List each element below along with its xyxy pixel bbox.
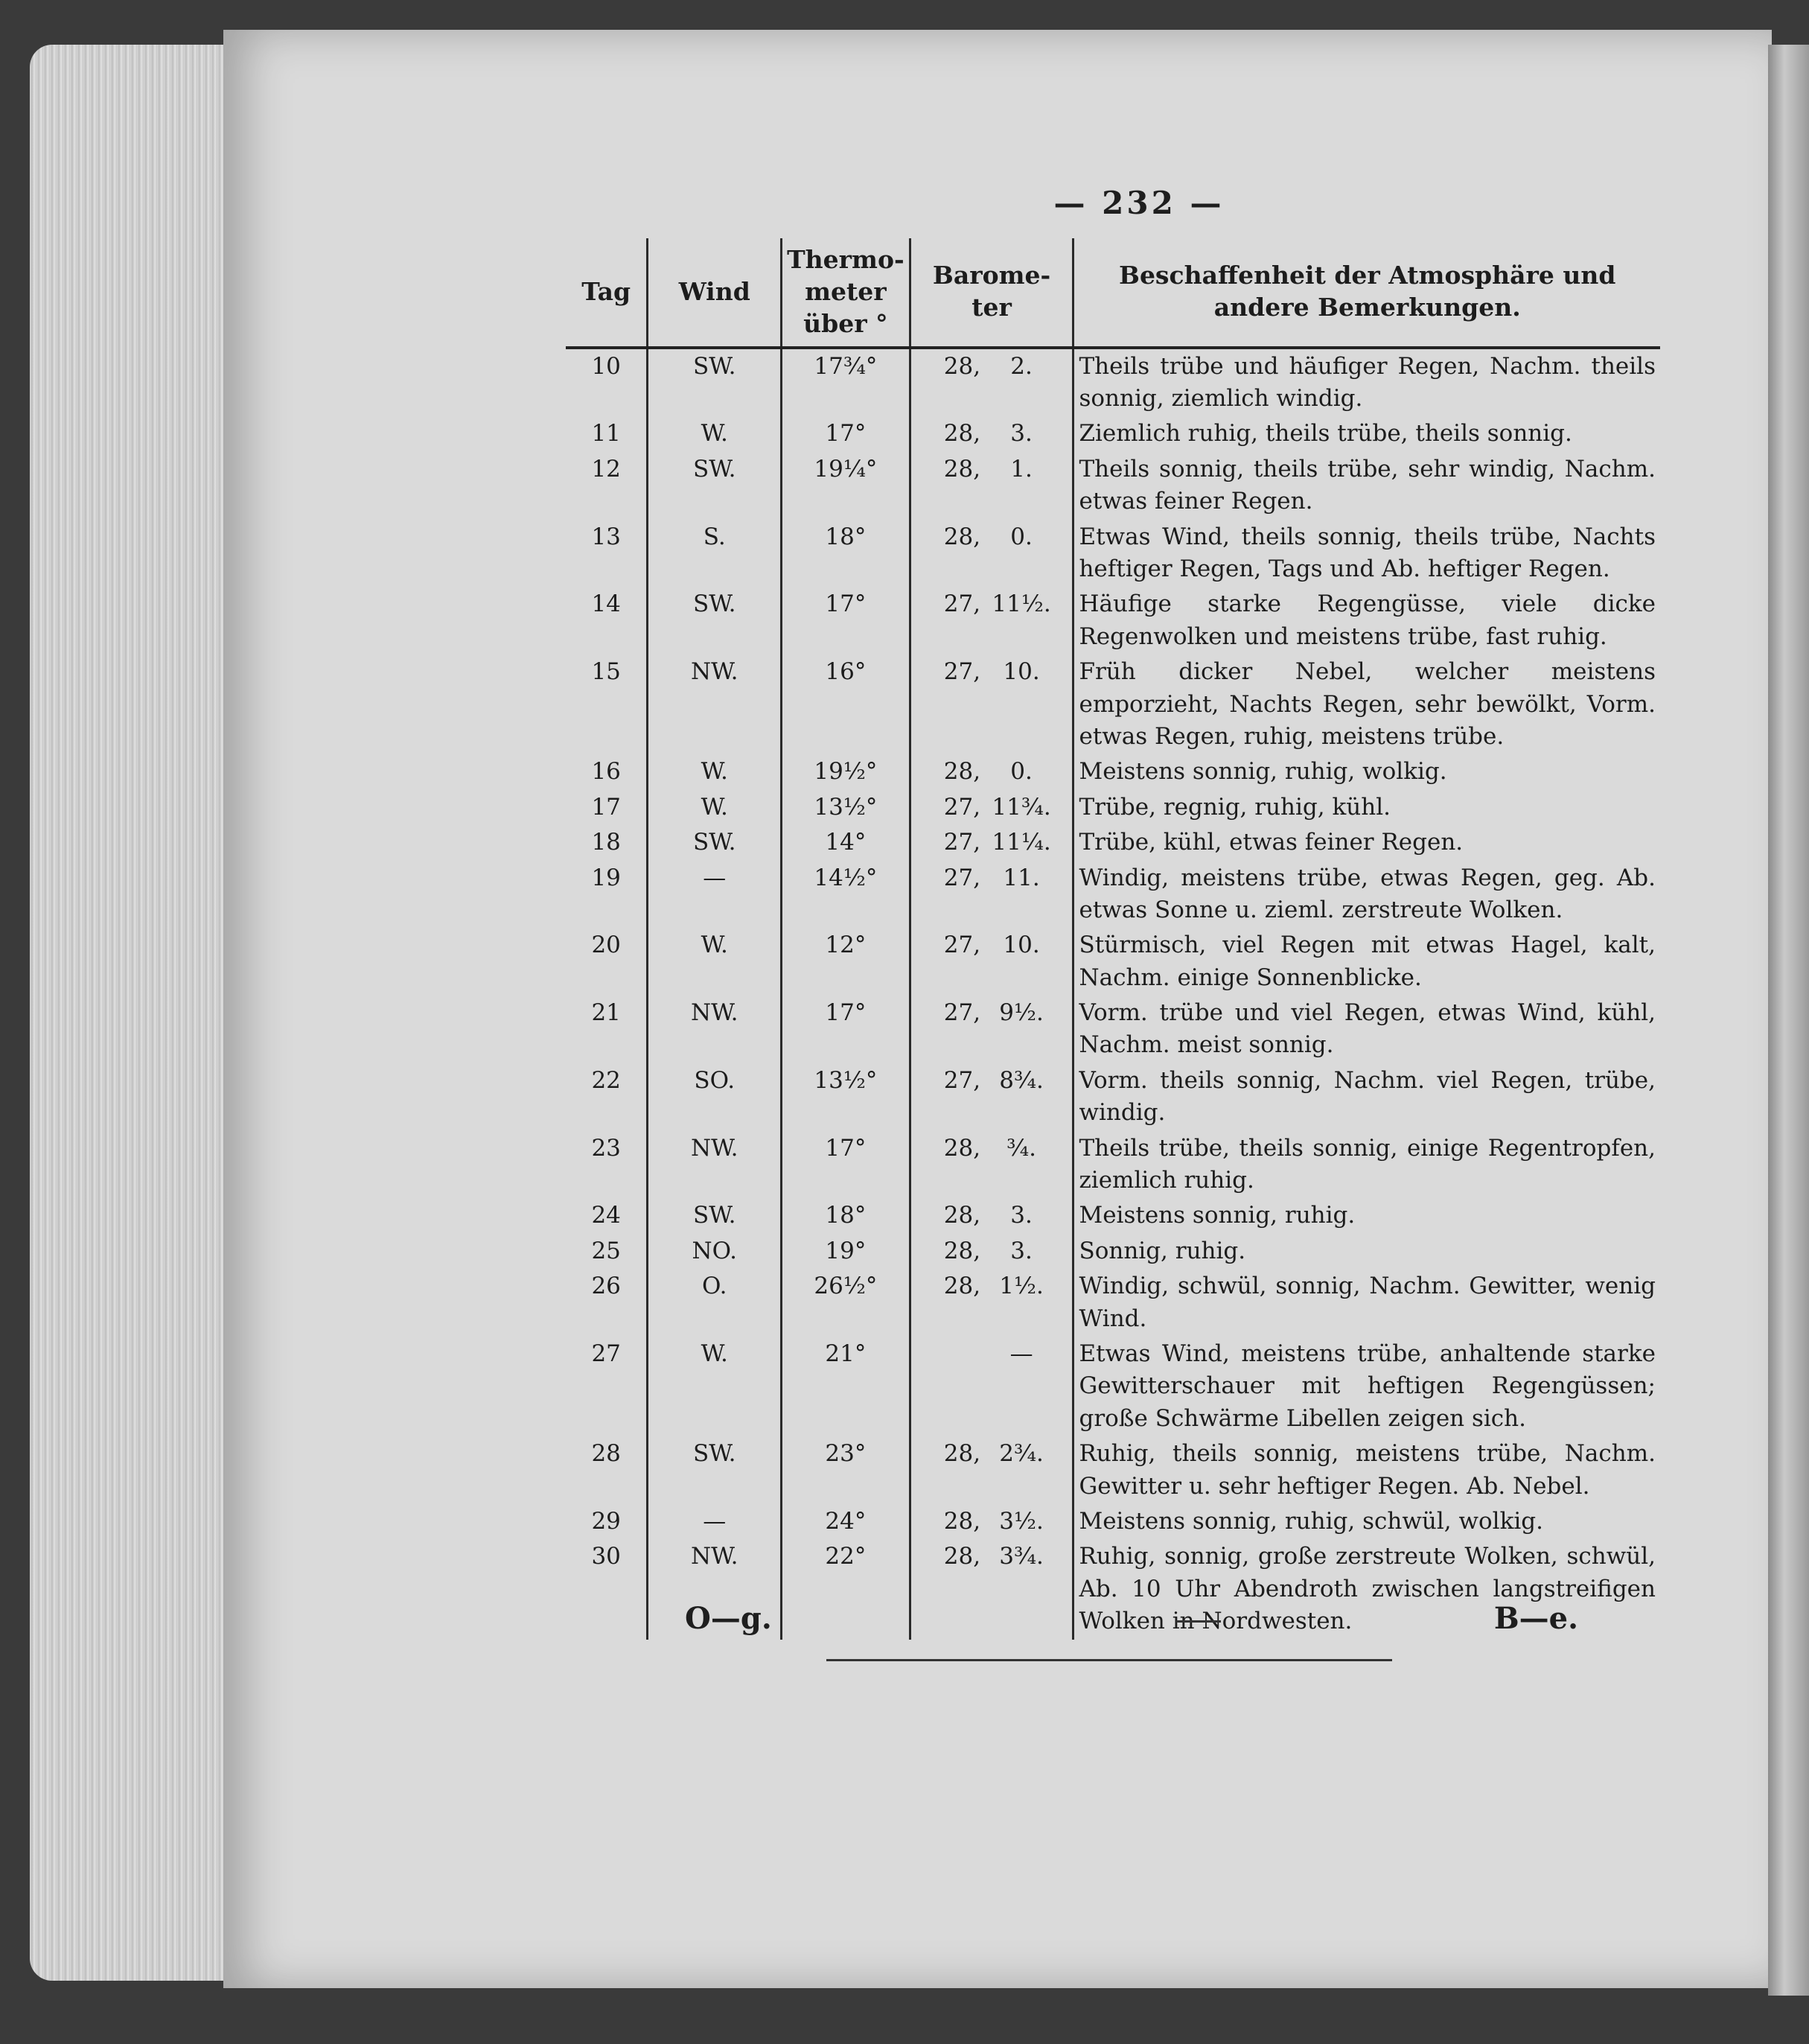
barometer-inches: 28, xyxy=(943,420,981,448)
cell-remarks: Vorm. trübe und viel Regen, etwas Wind, kühl, Nachm. meist sonnig. xyxy=(1079,999,1656,1059)
barometer-lines: 1. xyxy=(1010,455,1033,483)
cell-remarks: Meistens sonnig, ruhig, wolkig. xyxy=(1079,758,1447,786)
weather-table xyxy=(566,238,1660,1640)
cell-remarks: Theils trübe und häufiger Regen, Nachm. theils sonnig, ziemlich windig. xyxy=(1079,352,1656,413)
cell-thermometer: 26½° xyxy=(782,1269,910,1337)
cell-remarks: Windig, meistens trübe, etwas Regen, geg. Ab. etwas Sonne u. zieml. zerstreute Wolken. xyxy=(1079,864,1656,923)
cell-barometer xyxy=(910,655,1073,754)
barometer-inches: 27, xyxy=(943,864,981,891)
table-row xyxy=(566,1504,1660,1539)
barometer-lines: 10. xyxy=(1003,932,1040,959)
bottom-rule xyxy=(826,1659,1392,1661)
barometer-lines: 10. xyxy=(1003,658,1040,686)
cell-wind: SO. xyxy=(648,1063,782,1131)
cell-day: 28 xyxy=(566,1436,648,1504)
table-row xyxy=(566,1234,1660,1269)
barometer-lines: 3. xyxy=(1010,1202,1033,1229)
cell-day: 29 xyxy=(566,1504,648,1539)
signatures xyxy=(566,1601,1660,1661)
barometer-inches: 27, xyxy=(943,1066,981,1094)
barometer-lines: 11½. xyxy=(992,590,1051,618)
cell-wind: O. xyxy=(648,1269,782,1337)
cell-day: 27 xyxy=(566,1337,648,1436)
cell-barometer xyxy=(910,520,1073,588)
barometer-inches: 27, xyxy=(943,793,981,821)
barometer-lines: 0. xyxy=(1010,523,1033,550)
barometer-inches: 28, xyxy=(943,455,981,483)
cell-thermometer: 18° xyxy=(782,1198,910,1233)
cell-thermometer: 14½° xyxy=(782,861,910,929)
cell-remarks: Meistens sonnig, ruhig. xyxy=(1079,1202,1356,1229)
barometer-lines: 3. xyxy=(1010,1237,1033,1264)
cell-thermometer: 16° xyxy=(782,655,910,754)
cell-wind: SW. xyxy=(648,348,782,417)
table-row xyxy=(566,655,1660,754)
cell-thermometer: 19° xyxy=(782,1234,910,1269)
table-row xyxy=(566,348,1660,417)
barometer-lines: 3¾. xyxy=(999,1543,1044,1570)
cell-barometer xyxy=(910,348,1073,417)
cell-day: 13 xyxy=(566,520,648,588)
barometer-inches: 28, xyxy=(943,1202,981,1229)
cell-thermometer: 17° xyxy=(782,1131,910,1199)
cell-thermometer: 13½° xyxy=(782,790,910,825)
facing-page-edge xyxy=(1768,45,1809,1996)
barometer-inches: 27, xyxy=(943,829,981,856)
table-row xyxy=(566,1269,1660,1337)
cell-thermometer: 21° xyxy=(782,1337,910,1436)
barometer-lines: 1½. xyxy=(999,1273,1044,1300)
barometer-inches: 27, xyxy=(943,590,981,618)
cell-thermometer: 13½° xyxy=(782,1063,910,1131)
cell-barometer xyxy=(910,1234,1073,1269)
cell-remarks: Ruhig, theils sonnig, meistens trübe, Nachm. Gewitter u. sehr heftiger Regen. Ab. Nebel. xyxy=(1079,1440,1656,1500)
cell-thermometer: 17° xyxy=(782,996,910,1063)
barometer-lines: 8¾. xyxy=(999,1066,1044,1094)
cell-wind: SW. xyxy=(648,587,782,655)
cell-day: 21 xyxy=(566,996,648,1063)
cell-day: 18 xyxy=(566,825,648,860)
header-wind: Wind xyxy=(648,238,782,348)
cell-remarks: Stürmisch, viel Regen mit etwas Hagel, kalt, Nachm. einige Sonnenblicke. xyxy=(1079,932,1656,991)
cell-barometer xyxy=(910,996,1073,1063)
cell-wind: SW. xyxy=(648,825,782,860)
table-row xyxy=(566,1198,1660,1233)
table-row xyxy=(566,520,1660,588)
cell-barometer xyxy=(910,452,1073,520)
table-row xyxy=(566,587,1660,655)
barometer-inches: 27, xyxy=(943,999,981,1027)
table-row xyxy=(566,754,1660,789)
cell-remarks: Windig, schwül, sonnig, Nachm. Gewitter, wenig Wind. xyxy=(1079,1273,1656,1332)
cell-remarks: Ruhig, sonnig, große zerstreute Wolken, schwül, Ab. 10 Uhr Abendroth zwischen langstreifigen Wolken in Nordwesten. xyxy=(1079,1543,1656,1635)
barometer-lines: 2. xyxy=(1010,352,1033,380)
cell-remarks: Theils trübe, theils sonnig, einige Regentropfen, ziemlich ruhig. xyxy=(1079,1134,1656,1194)
cell-thermometer: 17° xyxy=(782,587,910,655)
barometer-lines: 11. xyxy=(1003,864,1040,891)
barometer-inches: 28, xyxy=(943,352,981,380)
cell-day: 15 xyxy=(566,655,648,754)
barometer-inches: 28, xyxy=(943,1543,981,1570)
cell-barometer xyxy=(910,1504,1073,1539)
cell-wind: NO. xyxy=(648,1234,782,1269)
cell-barometer xyxy=(910,1063,1073,1131)
barometer-inches: 28, xyxy=(943,1237,981,1264)
table-row xyxy=(566,996,1660,1063)
book-page-stack xyxy=(30,45,231,1981)
cell-thermometer: 17¾° xyxy=(782,348,910,417)
table-row xyxy=(566,928,1660,996)
header-thermometer: Thermo-meter über ° xyxy=(782,238,910,348)
table-row xyxy=(566,790,1660,825)
barometer-inches: 27, xyxy=(943,932,981,959)
barometer-lines: ¾. xyxy=(1006,1134,1037,1162)
cell-remarks: Ziemlich ruhig, theils trübe, theils sonnig. xyxy=(1079,420,1572,448)
barometer-lines: 3. xyxy=(1010,420,1033,448)
cell-day: 25 xyxy=(566,1234,648,1269)
cell-remarks: Meistens sonnig, ruhig, schwül, wolkig. xyxy=(1079,1507,1543,1535)
barometer-lines: 11¾. xyxy=(992,793,1051,821)
cell-barometer xyxy=(910,1131,1073,1199)
cell-wind: S. xyxy=(648,520,782,588)
table-row xyxy=(566,1436,1660,1504)
barometer-lines: 0. xyxy=(1010,758,1033,786)
cell-remarks: Vorm. theils sonnig, Nachm. viel Regen, trübe, windig. xyxy=(1079,1066,1656,1127)
barometer-inches: 28, xyxy=(943,1440,981,1468)
cell-barometer xyxy=(910,825,1073,860)
cell-barometer xyxy=(910,1337,1073,1436)
cell-day: 10 xyxy=(566,348,648,417)
cell-barometer xyxy=(910,416,1073,451)
header-remarks: Beschaffenheit der Atmosphäre und andere Bemerkungen. xyxy=(1073,238,1660,348)
cell-barometer xyxy=(910,587,1073,655)
cell-wind: NW. xyxy=(648,655,782,754)
table-row xyxy=(566,1131,1660,1199)
barometer-lines: 2¾. xyxy=(999,1440,1044,1468)
cell-day: 17 xyxy=(566,790,648,825)
cell-wind: W. xyxy=(648,790,782,825)
barometer-lines: 11¼. xyxy=(992,829,1051,856)
cell-thermometer: 12° xyxy=(782,928,910,996)
signature-divider xyxy=(1176,1620,1221,1623)
cell-thermometer: 23° xyxy=(782,1436,910,1504)
table-header-row xyxy=(566,238,1660,348)
cell-wind: SW. xyxy=(648,452,782,520)
cell-wind: SW. xyxy=(648,1436,782,1504)
cell-day: 20 xyxy=(566,928,648,996)
table-row xyxy=(566,452,1660,520)
header-barometer: Barome-ter xyxy=(910,238,1073,348)
cell-thermometer: 17° xyxy=(782,416,910,451)
cell-thermometer: 14° xyxy=(782,825,910,860)
cell-remarks: Sonnig, ruhig. xyxy=(1079,1237,1246,1264)
table-row xyxy=(566,1063,1660,1131)
table-body xyxy=(566,348,1660,1640)
table-row xyxy=(566,1337,1660,1436)
cell-wind: NW. xyxy=(648,996,782,1063)
cell-day: 22 xyxy=(566,1063,648,1131)
table-row xyxy=(566,416,1660,451)
cell-remarks: Etwas Wind, meistens trübe, anhaltende starke Gewitterschauer mit heftigen Regengüssen; große Schwärme Libellen zeigen sich. xyxy=(1079,1340,1656,1432)
signature-right: B—e. xyxy=(1493,1601,1578,1636)
barometer-inches: 28, xyxy=(943,1507,981,1535)
cell-barometer xyxy=(910,790,1073,825)
cell-thermometer: 19½° xyxy=(782,754,910,789)
cell-remarks: Häufige starke Regengüsse, viele dicke Regenwolken und meistens trübe, fast ruhig. xyxy=(1079,590,1656,650)
cell-day: 12 xyxy=(566,452,648,520)
cell-day: 24 xyxy=(566,1198,648,1233)
cell-wind: NW. xyxy=(648,1131,782,1199)
cell-barometer xyxy=(910,1436,1073,1504)
barometer-lines: 9½. xyxy=(999,999,1044,1027)
cell-wind: — xyxy=(648,861,782,929)
cell-remarks: Früh dicker Nebel, welcher meistens emporzieht, Nachts Regen, sehr bewölkt, Vorm. etwas Regen, ruhig, meistens trübe. xyxy=(1079,658,1656,750)
cell-remarks: Trübe, kühl, etwas feiner Regen. xyxy=(1079,829,1464,856)
cell-wind: NW. xyxy=(648,1539,782,1639)
cell-barometer xyxy=(910,754,1073,789)
cell-thermometer: 24° xyxy=(782,1504,910,1539)
cell-barometer xyxy=(910,861,1073,929)
cell-remarks: Trübe, regnig, ruhig, kühl. xyxy=(1079,793,1391,821)
cell-remarks: Theils sonnig, theils trübe, sehr windig, Nachm. etwas feiner Regen. xyxy=(1079,455,1656,515)
cell-thermometer: 22° xyxy=(782,1539,910,1639)
cell-wind: W. xyxy=(648,416,782,451)
cell-wind: W. xyxy=(648,1337,782,1436)
barometer-inches: 27, xyxy=(943,658,981,686)
barometer-lines: 3½. xyxy=(999,1507,1044,1535)
cell-barometer xyxy=(910,1269,1073,1337)
cell-day: 14 xyxy=(566,587,648,655)
barometer-inches: 28, xyxy=(943,523,981,550)
barometer-inches: 28, xyxy=(943,758,981,786)
cell-remarks: Etwas Wind, theils sonnig, theils trübe, Nachts heftiger Regen, Tags und Ab. heftiger Regen. xyxy=(1079,523,1656,583)
cell-barometer xyxy=(910,928,1073,996)
cell-wind: W. xyxy=(648,754,782,789)
cell-thermometer: 19¼° xyxy=(782,452,910,520)
barometer-lines: — xyxy=(1009,1340,1033,1367)
barometer-inches: 28, xyxy=(943,1273,981,1300)
cell-day: 30 xyxy=(566,1539,648,1639)
cell-wind: SW. xyxy=(648,1198,782,1233)
cell-day: 11 xyxy=(566,416,648,451)
barometer-inches: 28, xyxy=(943,1134,981,1162)
table-row xyxy=(566,861,1660,929)
cell-day: 16 xyxy=(566,754,648,789)
cell-day: 19 xyxy=(566,861,648,929)
signature-left: O—g. xyxy=(685,1601,772,1636)
cell-wind: — xyxy=(648,1504,782,1539)
page-number: — 232 — xyxy=(1053,185,1225,221)
cell-thermometer: 18° xyxy=(782,520,910,588)
cell-day: 23 xyxy=(566,1131,648,1199)
cell-barometer xyxy=(910,1198,1073,1233)
table-row xyxy=(566,825,1660,860)
cell-day: 26 xyxy=(566,1269,648,1337)
cell-wind: W. xyxy=(648,928,782,996)
header-day: Tag xyxy=(566,238,648,348)
